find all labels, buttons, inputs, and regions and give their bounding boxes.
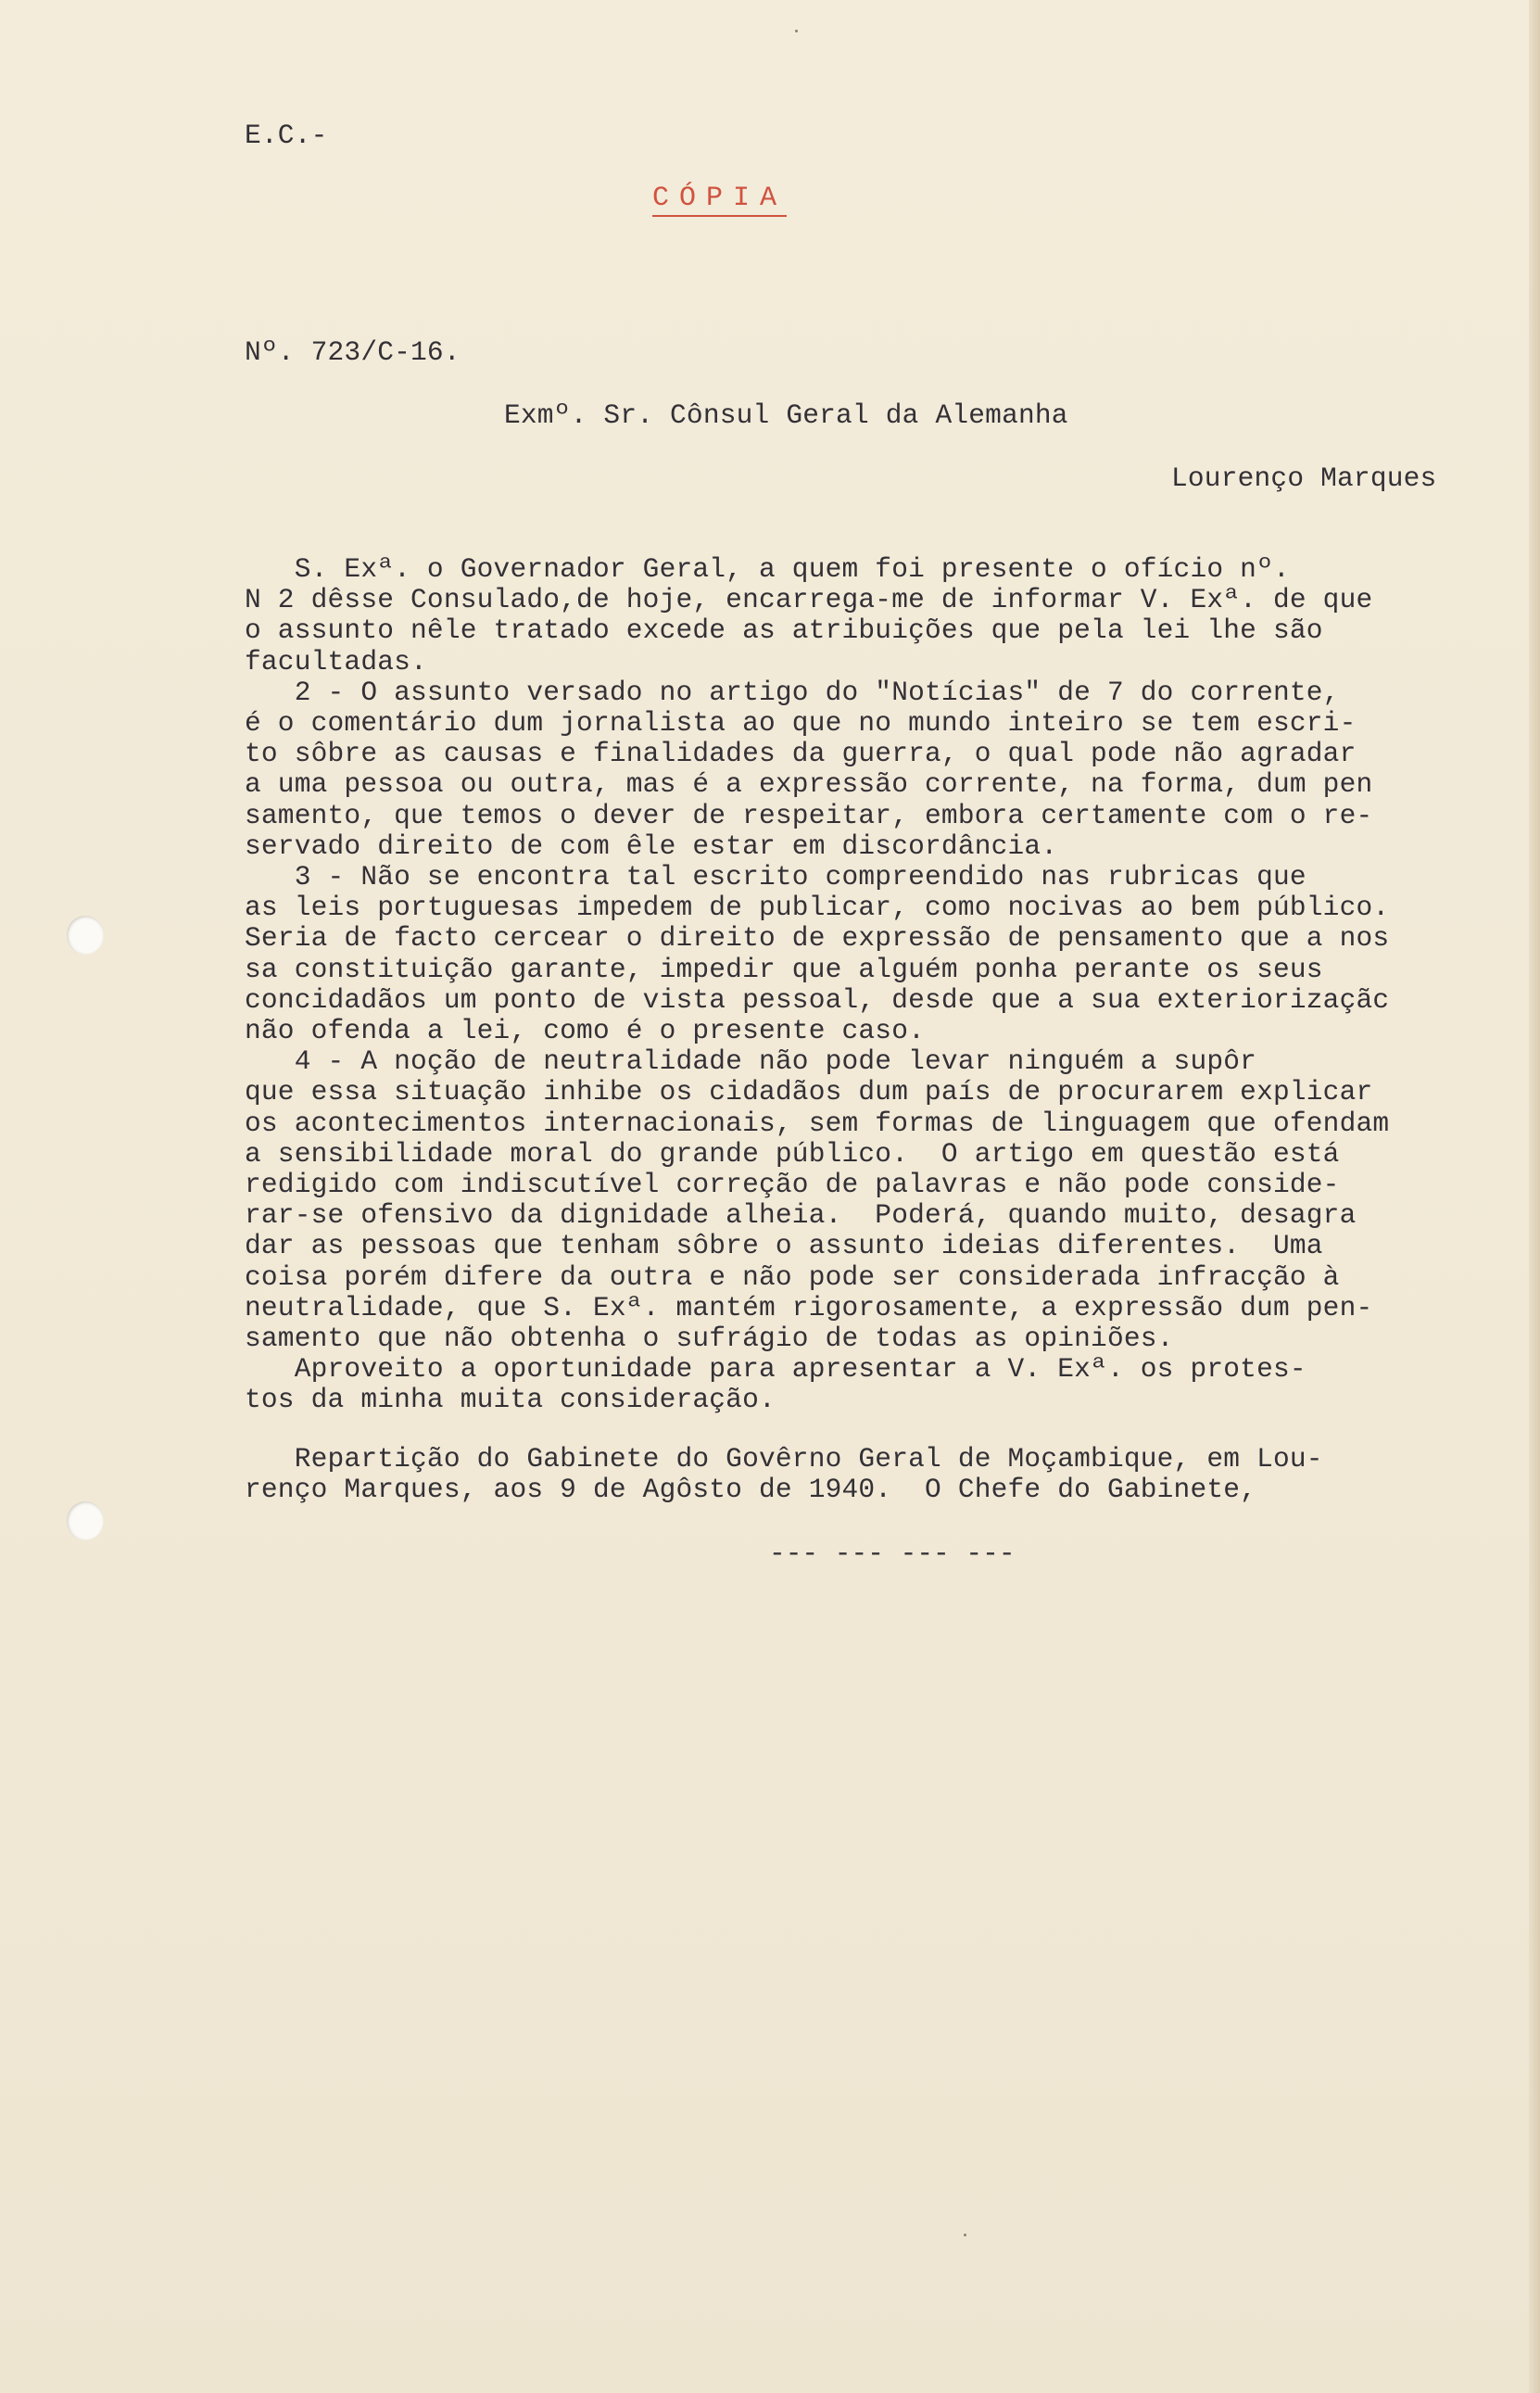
addressee-city: Lourenço Marques	[1171, 462, 1437, 494]
body-line: Seria de facto cercear o direito de expressão de pensamento que a nos	[245, 922, 1390, 955]
body-line: redigido com indiscutível correção de palavras e não pode conside-	[245, 1169, 1340, 1201]
closing-line: Repartição do Gabinete do Govêrno Geral de Moçambique, em Lou-	[245, 1443, 1323, 1475]
body-line: coisa porém difere da outra e não pode ser considerada infracção à	[245, 1260, 1340, 1293]
end-mark: --- --- --- ---	[769, 1538, 1016, 1569]
punch-hole-top	[67, 916, 104, 955]
body-line: rar-se ofensivo da dignidade alheia. Poderá, quando muito, desagra	[245, 1199, 1357, 1232]
body-line: concidadãos um ponto de vista pessoal, desde que a sua exteriorizaçãc	[245, 983, 1390, 1016]
paper-edge	[1529, 0, 1540, 2393]
body-line: sa constituição garante, impedir que alguém ponha perante os seus	[245, 953, 1323, 985]
body-line: to sôbre as causas e finalidades da guerra, o qual pode não agradar	[245, 738, 1357, 770]
body-line: que essa situação inhibe os cidadãos dum país de procurarem explicar	[245, 1076, 1373, 1108]
copy-heading: CÓPIA	[652, 182, 787, 217]
body-line: S. Exª. o Governador Geral, a quem foi presente o ofício nº.	[245, 553, 1290, 585]
body-line: N 2 dêsse Consulado,de hoje, encarrega-me de informar V. Exª. de que	[245, 584, 1373, 616]
closing-line: renço Marques, aos 9 de Agôsto de 1940. O Chefe do Gabinete,	[245, 1474, 1257, 1506]
body-line: 4 - A noção de neutralidade não pode levar ninguém a supôr	[245, 1045, 1257, 1078]
body-line: a uma pessoa ou outra, mas é a expressão corrente, na forma, dum pen	[245, 768, 1373, 801]
paper-speck	[964, 2234, 966, 2236]
letter-body	[245, 554, 1514, 1416]
reference-code: E.C.-	[245, 120, 328, 151]
body-line: 2 - O assunto versado no artigo do "Notícias" de 7 do corrente,	[245, 676, 1340, 708]
body-line: neutralidade, que S. Exª. mantém rigorosamente, a expressão dum pen-	[245, 1291, 1373, 1323]
body-line: facultadas.	[245, 645, 427, 677]
punch-hole-bottom	[67, 1501, 104, 1540]
body-line: não ofenda a lei, como é o presente caso.	[245, 1015, 926, 1047]
body-line: as leis portuguesas impedem de publicar, como nocivas ao bem público.	[245, 892, 1390, 924]
body-line: samento, que temos o dever de respeitar, embora certamente com o re-	[245, 799, 1373, 831]
body-line: a sensibilidade moral do grande público. O artigo em questão está	[245, 1137, 1340, 1170]
paper-speck	[795, 30, 798, 32]
body-line: é o comentário dum jornalista ao que no mundo inteiro se tem escri-	[245, 707, 1357, 740]
addressee: Exmº. Sr. Cônsul Geral da Alemanha	[504, 399, 1068, 431]
body-line: os acontecimentos internacionais, sem formas de linguagem que ofendam	[245, 1107, 1390, 1139]
body-line: samento que não obtenha o sufrágio de todas as opiniões.	[245, 1323, 1174, 1355]
body-line: servado direito de com êle estar em discordância.	[245, 829, 1058, 862]
body-line: dar as pessoas que tenham sôbre o assunto ideias diferentes. Uma	[245, 1230, 1323, 1262]
body-line: Aproveito a oportunidade para apresentar a V. Exª. os protes-	[245, 1353, 1306, 1386]
body-line: o assunto nêle tratado excede as atribuições que pela lei lhe são	[245, 614, 1323, 647]
body-line: tos da minha muita consideração.	[245, 1384, 776, 1416]
letter-closing	[245, 1444, 1323, 1505]
letter-number: Nº. 723/C-16.	[245, 336, 461, 368]
body-line: 3 - Não se encontra tal escrito compreendido nas rubricas que	[245, 861, 1306, 893]
